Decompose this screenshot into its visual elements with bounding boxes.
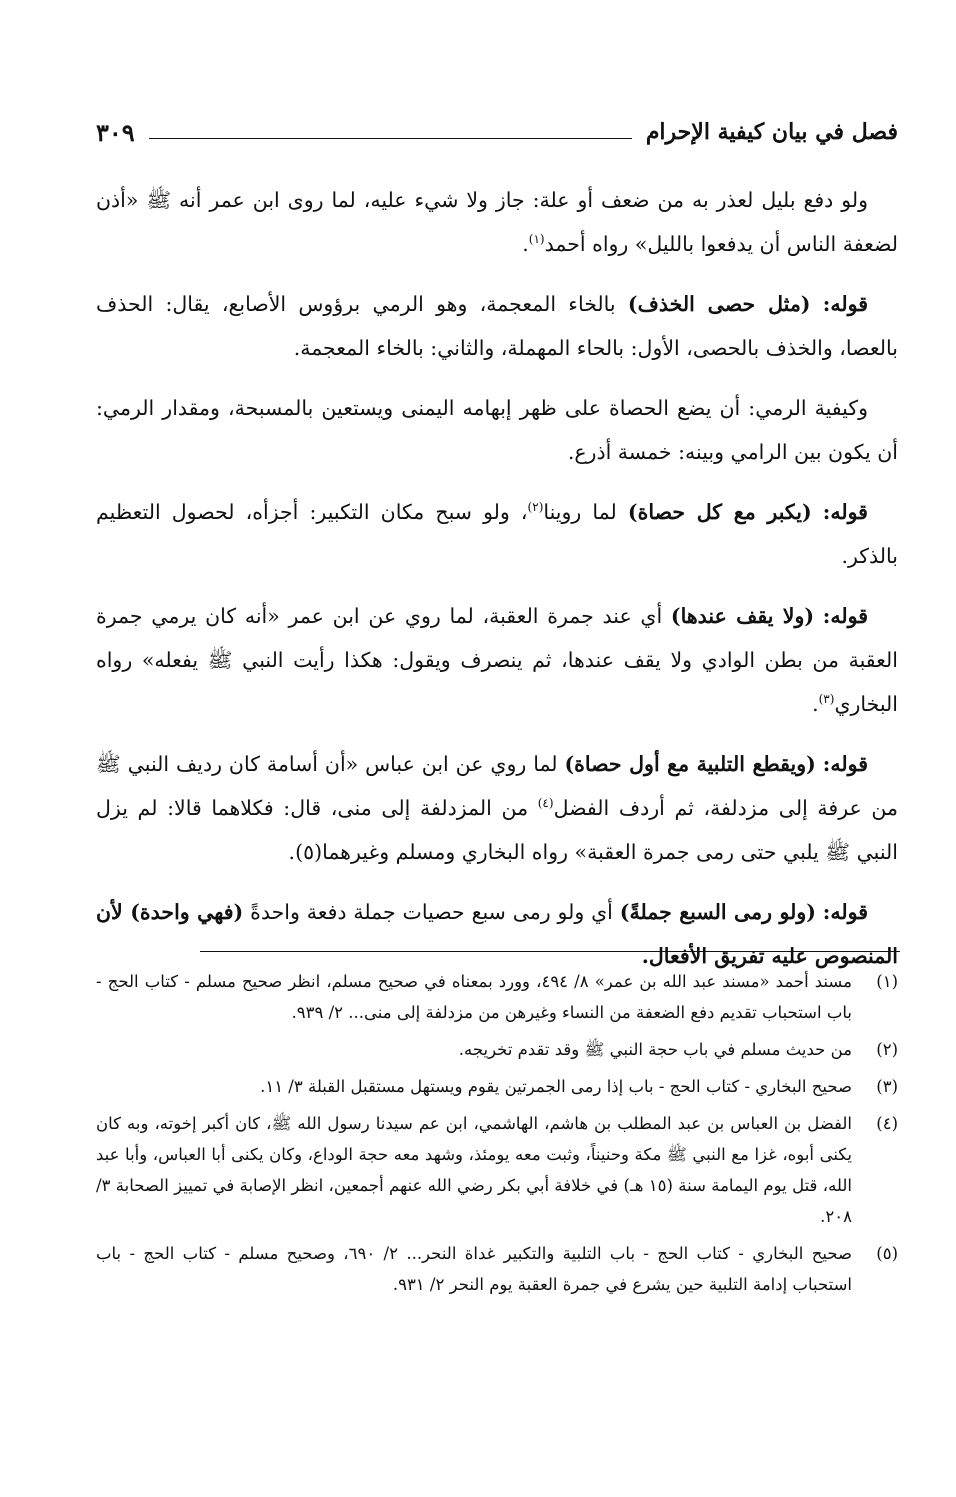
paragraph-tail: ، ولو سبح مكان التكبير: أجزأه، لحصول التعظيم بالذكر. (96, 500, 898, 568)
paragraph-quote: (ويقطع التلبية مع أول حصاة) (564, 752, 816, 776)
footnote-text: صحيح البخاري - كتاب الحج - باب التلبية والتكبير غداة النحر... ٢/ ٦٩٠، وصحيح مسلم - كتاب الحج - باب استحباب إدامة التلبية حين يشرع في جمرة العقبة يوم النحر ٢/ ٩٣١. (96, 1244, 852, 1294)
paragraph-quote: (مثل حصى الخذف) (627, 292, 811, 316)
footnote-number: (٣) (876, 1077, 898, 1096)
paragraph-7 (96, 890, 898, 978)
paragraph-tail: (فهي واحدة) لأن المنصوص عليه تفريق الأفعال. (96, 900, 898, 968)
paragraph-6 (96, 742, 898, 874)
paragraph-quote: (ولو رمى السبع جملةً) (619, 900, 816, 924)
paragraph-tail: . (522, 232, 529, 256)
footnote-4 (96, 1108, 898, 1232)
paragraph-tail: . (812, 692, 819, 716)
paragraph-4 (96, 490, 898, 578)
paragraph-lead: قوله: (822, 604, 868, 628)
page-number: ٣٠٩ (96, 117, 135, 147)
paragraph-text: وكيفية الرمي: أن يضع الحصاة على ظهر إبهامه اليمنى ويستعين بالمسبحة، ومقدار الرمي: أن يكون بين الرامي وبينه: خمسة أذرع. (96, 396, 898, 464)
footnote-1 (96, 966, 898, 1028)
paragraph-quote: (ولا يقف عندها) (670, 604, 815, 628)
running-header (96, 112, 898, 152)
paragraph-lead: قوله: (822, 500, 868, 524)
paragraph-lead: قوله: (822, 292, 868, 316)
paragraph-text: ولو دفع بليل لعذر به من ضعف أو علة: جاز ولا شيء عليه، لما روى ابن عمر أنه ﷺ «أذن لضعفة الناس أن يدفعوا بالليل» رواه أحمد (96, 188, 898, 256)
footnote-text: الفضل بن العباس بن عبد المطلب بن هاشم، الهاشمي، ابن عم سيدنا رسول الله ﷺ، كان أكبر إخوته، وبه كان يكنى أبوه، غزا مع النبي ﷺ مكة وحنيناً، وثبت معه يومئذ، وشهد معه حجة الوداع، وكان يكنى أبا العباس، وأبا عبد الله، قتل يوم اليمامة سنة (١٥ هـ) في خلافة أبي بكر رضي الله عنهم أجمعين، انظر الإصابة في تمييز الصحابة ٣/ ٢٠٨. (96, 1114, 852, 1226)
footnote-number: (٢) (876, 1040, 898, 1059)
paragraph-text: لما روي عن ابن عباس «أن أسامة كان رديف النبي ﷺ من عرفة إلى مزدلفة، ثم أردف الفضل (96, 752, 898, 820)
paragraph-lead: قوله: (822, 900, 868, 924)
footnote-text: مسند أحمد «مسند عبد الله بن عمر» ٨/ ٤٩٤، وورد بمعناه في صحيح مسلم، انظر صحيح مسلم - كتاب الحج - باب استحباب تقديم دفع الضعفة من النساء وغيرهن من مزدلفة إلى منى... ٢/ ٩٣٩. (96, 972, 852, 1022)
main-text (96, 178, 898, 994)
footnote-3 (96, 1071, 898, 1102)
footnote-ref: (٤) (537, 796, 554, 811)
footnote-ref: (٢) (527, 500, 544, 515)
paragraph-text: لما روينا (543, 500, 628, 524)
paragraph-2 (96, 282, 898, 370)
footnote-number: (٥) (876, 1244, 898, 1263)
paragraph-text: بالخاء المعجمة، وهو الرمي برؤوس الأصابع، يقال: الحذف بالعصا، والخذف بالحصى، الأول: بالحاء المهملة، والثاني: بالخاء المعجمة. (96, 292, 898, 360)
paragraph-lead: قوله: (822, 752, 868, 776)
paragraph-1 (96, 178, 898, 266)
footnotes (96, 966, 898, 1306)
footnote-2 (96, 1034, 898, 1065)
footnote-ref: (٣) (818, 692, 835, 707)
paragraph-tail: من المزدلفة إلى منى، قال: فكلاهما قالا: لم يزل النبي ﷺ يلبي حتى رمى جمرة العقبة» رواه البخاري ومسلم وغيرهما(٥). (96, 796, 898, 864)
paragraph-3 (96, 386, 898, 474)
paragraph-text: أي عند جمرة العقبة، لما روي عن ابن عمر «أنه كان يرمي جمرة العقبة من بطن الوادي ولا يقف عندها، ثم ينصرف ويقول: هكذا رأيت النبي ﷺ يفعله» رواه البخاري (96, 604, 898, 716)
header-rule (149, 138, 632, 139)
footnote-number: (١) (876, 972, 898, 991)
paragraph-quote: (يكبر مع كل حصاة) (627, 500, 812, 524)
footnote-text: صحيح البخاري - كتاب الحج - باب إذا رمى الجمرتين يقوم ويستهل مستقبل القبلة ٣/ ١١. (260, 1077, 852, 1096)
footnote-separator (200, 951, 900, 952)
paragraph-5 (96, 594, 898, 726)
paragraph-text: أي ولو رمى سبع حصيات جملة دفعة واحدةً (243, 900, 620, 924)
footnote-number: (٤) (876, 1114, 898, 1133)
chapter-title: فصل في بيان كيفية الإحرام (645, 119, 898, 145)
footnote-text: من حديث مسلم في باب حجة النبي ﷺ وقد تقدم تخريجه. (458, 1040, 852, 1059)
footnote-ref: (١) (528, 232, 545, 247)
footnote-5 (96, 1238, 898, 1300)
